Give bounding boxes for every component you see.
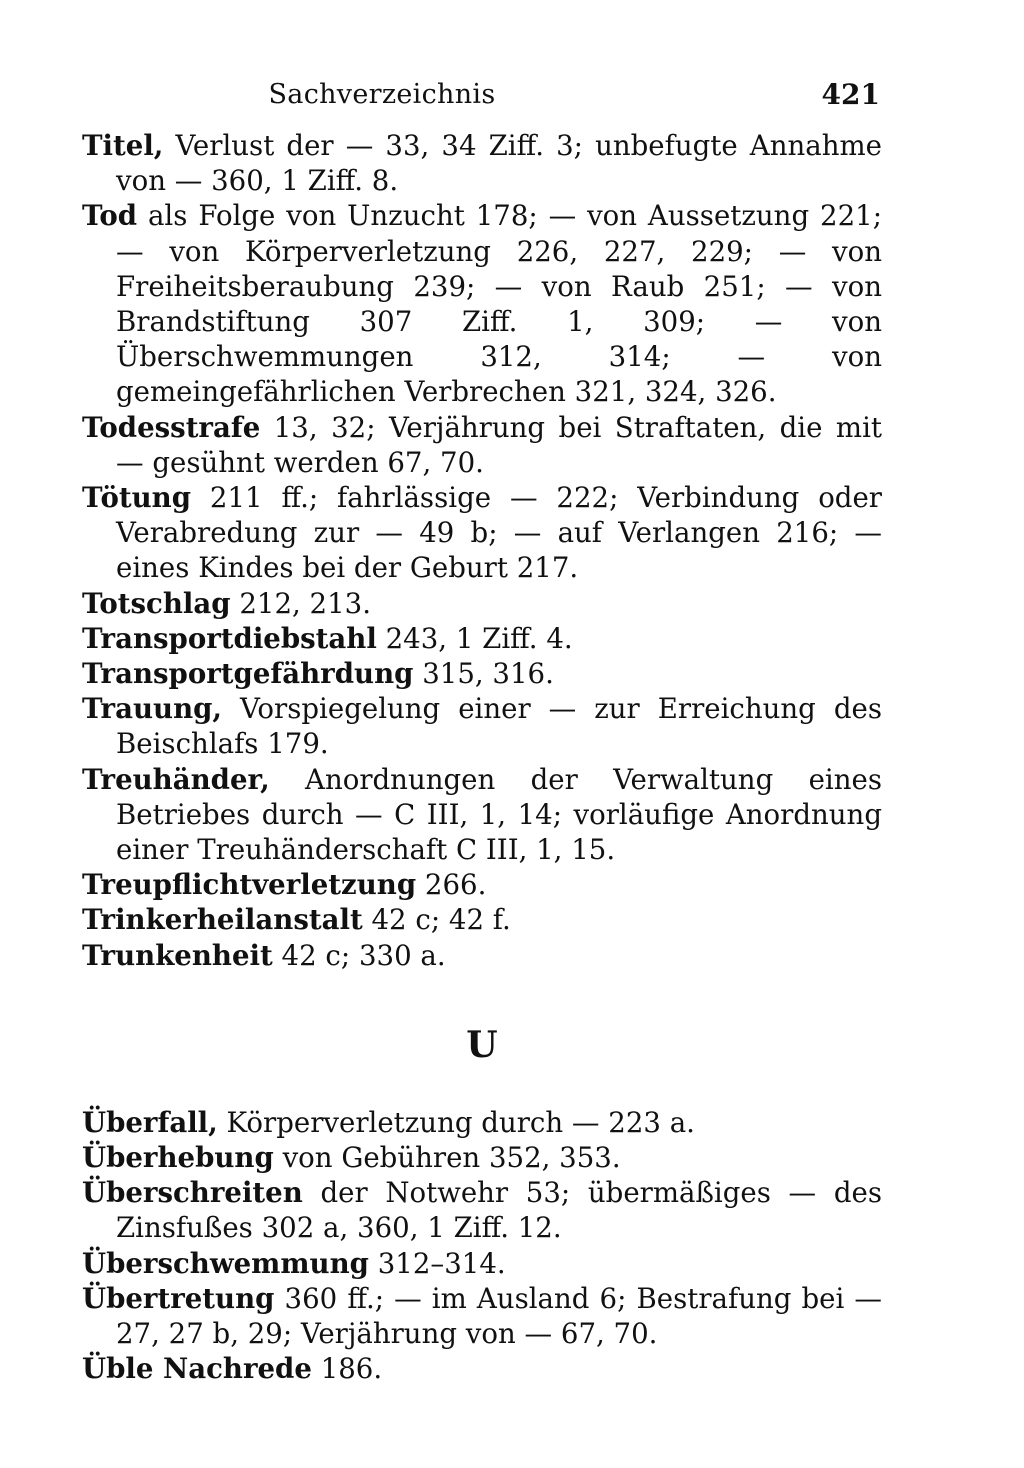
index-entry	[82, 867, 882, 902]
entry-text: 211 ff.; fahrlässige — 222; Verbindung oder Verabredung zur — 49 b; — auf Verlangen 216; — eines Kindes bei der Geburt 217.	[116, 481, 882, 585]
entry-head: Überschreiten	[82, 1176, 303, 1210]
index-entry	[82, 1175, 882, 1245]
index-entry	[82, 1281, 882, 1351]
entry-text: als Folge von Unzucht 178; — von Aussetzung 221; — von Körperverletzung 226, 227, 229; — von Freiheitsberaubung 239; — von Raub 251; — von Brandstiftung 307 Ziff. 1, 309; — von Überschwemmungen 312, 314; — von gemeingefährlichen Verbrechen 321, 324, 326.	[116, 199, 882, 409]
entry-head: Überhebung	[82, 1141, 274, 1175]
entry-text: 315, 316.	[413, 657, 554, 691]
index-entry	[82, 586, 882, 621]
entry-head: Überschwemmung	[82, 1246, 369, 1280]
entry-text: 42 c; 330 a.	[272, 938, 446, 972]
entry-head: Überfall,	[82, 1105, 218, 1139]
entry-head: Tötung	[82, 481, 192, 515]
entry-head: Transportgefährdung	[82, 657, 414, 691]
entry-text: Vorspiegelung einer — zur Erreichung des Beischlafs 179.	[116, 692, 882, 761]
running-head	[82, 72, 882, 122]
section-letter: U	[466, 1023, 498, 1066]
index-entry	[82, 621, 882, 656]
page-number: 421	[821, 78, 880, 111]
index-entry	[82, 1105, 882, 1140]
entry-text: Anordnungen der Verwaltung eines Betriebes durch — C III, 1, 14; vorläufige Anordnung einer Treuhänderschaft C III, 1, 15.	[116, 762, 882, 867]
entry-text: von Gebühren 352, 353.	[273, 1141, 621, 1175]
entry-head: Trauung,	[82, 692, 223, 726]
index-entry	[82, 656, 882, 691]
index-entry	[82, 902, 882, 937]
index-entry	[82, 1246, 882, 1281]
entry-text: 186.	[311, 1352, 383, 1386]
entry-text: 212, 213.	[230, 586, 371, 620]
entry-text: Verlust der — 33, 34 Ziff. 3; unbefugte Annahme von — 360, 1 Ziff. 8.	[116, 129, 882, 198]
entry-head: Übertretung	[82, 1281, 275, 1315]
entry-head: Titel,	[82, 129, 164, 162]
entry-head: Totschlag	[82, 586, 231, 620]
entry-head: Treuhänder,	[82, 762, 270, 796]
entry-head: Tod	[82, 199, 138, 233]
entry-text: 243, 1 Ziff. 4.	[376, 621, 573, 655]
entries-u	[82, 1105, 882, 1387]
entries-t	[82, 128, 882, 973]
index-entry	[82, 198, 882, 409]
index-entry	[82, 762, 882, 868]
index-entry	[82, 128, 882, 198]
running-title: Sachverzeichnis	[268, 79, 496, 110]
entry-head: Trinkerheilanstalt	[82, 903, 363, 937]
entry-text: Körperverletzung durch — 223 a.	[217, 1105, 695, 1139]
entry-text: der Notwehr 53; übermäßiges — des Zinsfußes 302 a, 360, 1 Ziff. 12.	[116, 1176, 882, 1245]
index-entry	[82, 1140, 882, 1175]
entry-text: 42 c; 42 f.	[362, 903, 511, 937]
entry-head: Üble Nachrede	[82, 1352, 312, 1386]
entry-text: 312–314.	[368, 1246, 506, 1280]
entry-text: 13, 32; Verjährung bei Straftaten, die mit — gesühnt werden 67, 70.	[116, 410, 882, 479]
entry-head: Transportdiebstahl	[82, 621, 377, 655]
entry-head: Treupflichtverletzung	[82, 868, 417, 902]
index-entry	[82, 410, 882, 480]
index-page	[82, 72, 882, 1387]
index-entry	[82, 691, 882, 761]
index-entry	[82, 480, 882, 586]
entry-text: 360 ff.; — im Ausland 6; Bestrafung bei — 27, 27 b, 29; Verjährung von — 67, 70.	[116, 1281, 882, 1351]
index-entry	[82, 938, 882, 973]
entry-head: Trunkenheit	[82, 938, 273, 972]
index-entry	[82, 1351, 882, 1386]
entry-text: 266.	[416, 868, 487, 902]
entry-head: Todesstrafe	[82, 410, 261, 444]
